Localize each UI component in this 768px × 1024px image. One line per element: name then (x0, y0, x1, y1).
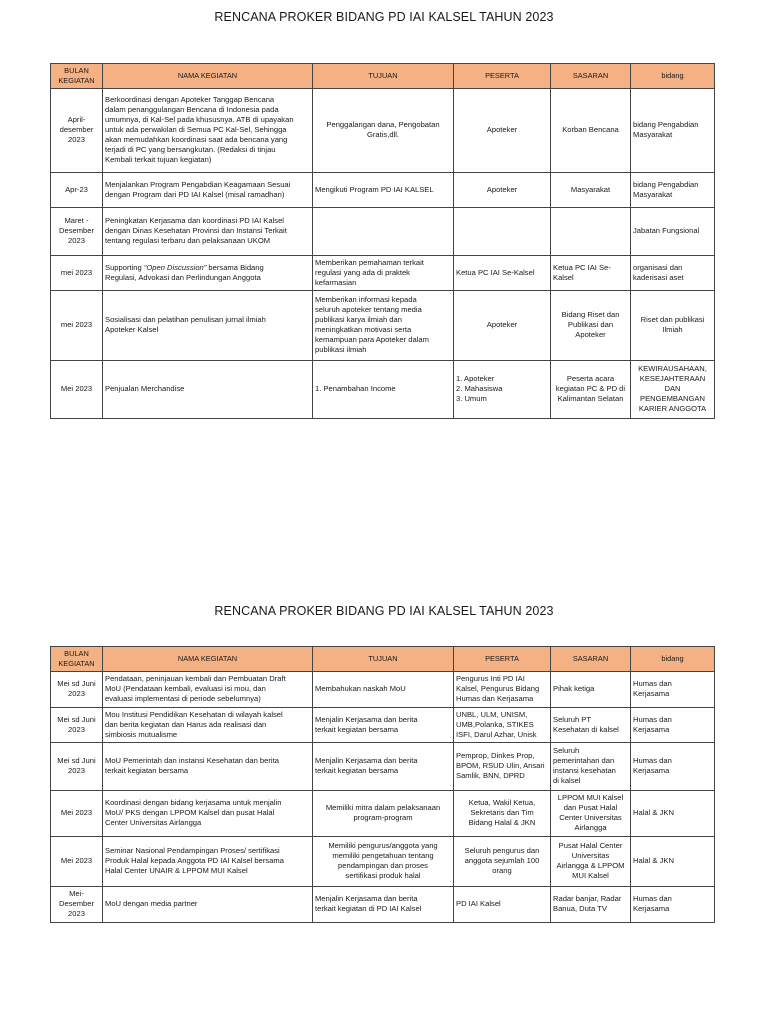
cell-sasaran (551, 886, 631, 922)
cell-nama-kegiatan (103, 290, 313, 360)
cell-text-line: desember (59, 125, 94, 135)
header-bulan: BULAN KEGIATAN (51, 647, 103, 672)
cell-text-line: Pihak ketiga (553, 684, 595, 694)
table1-title: RENCANA PROKER BIDANG PD IAI KALSEL TAHUN 2023 (214, 10, 554, 24)
header-sasaran: SASARAN (551, 64, 631, 89)
cell-text-line: MoU dengan media partner (105, 899, 198, 909)
cell-text-line: meningkatkan motivasi serta (315, 325, 412, 335)
cell-text-line: pendampingan dan proses (338, 861, 428, 871)
cell-text-line: Kesehatan di kalsel (553, 724, 619, 734)
cell-text-line: Masyarakat (570, 184, 611, 194)
cell-text-line: publikasi karya ilmiah dan (315, 315, 402, 325)
cell-bulan (51, 88, 103, 172)
cell-text-line: Menjalin Kerjasama dan berita (315, 756, 418, 766)
cell-text-line: Airlangga (574, 823, 607, 833)
cell-text-line: 2023 (68, 766, 85, 776)
cell-text-line: Membahukan naskah MoU (315, 684, 406, 694)
cell-bidang (631, 671, 715, 707)
cell-text-line: Mei sd Juni (57, 714, 96, 724)
cell-sasaran (551, 707, 631, 742)
cell-bidang (631, 255, 715, 290)
cell-text-line: Pengurus Inti PD IAI (456, 674, 525, 683)
cell-text-line: dengan Program dari PD IAI Kalsel (misal ramadhan) (105, 189, 285, 199)
cell-bulan (51, 707, 103, 742)
cell-text-line: kemampuan para Apoteker dalam (315, 335, 429, 345)
table-row (51, 790, 715, 836)
cell-text-line: pemerintahan dan (553, 756, 615, 766)
cell-tujuan (313, 172, 454, 207)
cell-text-line: di kalsel (553, 776, 581, 786)
cell-bidang (631, 360, 715, 418)
cell-text-line: dengan Dinas Kesehatan Provinsi dan Instansi Terkait (105, 226, 287, 236)
cell-text-line: terjadi di PC yang bersangkutan. (Redaksi di tinjau (105, 145, 276, 155)
cell-tujuan (313, 886, 454, 922)
cell-bulan (51, 886, 103, 922)
cell-sasaran (551, 790, 631, 836)
cell-tujuan (313, 290, 454, 360)
cell-tujuan (313, 836, 454, 886)
cell-nama-kegiatan (103, 836, 313, 886)
cell-bulan (51, 671, 103, 707)
cell-text-line: KESEJAHTERAAN (639, 374, 706, 383)
cell-text-line: publikasi ilmiah (315, 345, 367, 355)
cell-peserta (454, 671, 551, 707)
cell-text-line: Apoteker (575, 330, 606, 340)
cell-peserta (454, 88, 551, 172)
cell-text-line: terkait kegiatan di PD IAI Kalsel (315, 904, 422, 914)
cell-text-line: DAN (664, 384, 681, 394)
cell-text-line: Bidang Riset dan (561, 310, 620, 319)
cell-text-line: Apoteker (486, 184, 518, 194)
cell-text-line: Mou Institusi Pendidikan Kesehatan di wilayah kalsel (105, 709, 283, 719)
table-row (51, 707, 715, 742)
cell-sasaran (551, 360, 631, 418)
cell-text-line: Banua, Duta TV (553, 904, 607, 914)
cell-text-line: Ketua PC IAI Se-Kalsel (456, 267, 535, 277)
cell-bulan (51, 255, 103, 290)
cell-text-line: dan Pusat Halal (563, 803, 618, 813)
cell-text-line: Masyarakat (633, 130, 673, 140)
cell-text-line: Humas dan (633, 756, 672, 766)
cell-bulan (51, 290, 103, 360)
cell-peserta (454, 790, 551, 836)
cell-bulan (51, 207, 103, 255)
cell-text-line: 2023 (68, 689, 85, 699)
cell-text-line: 2023 (68, 909, 85, 919)
cell-text-line: Bidang Halal & JKN (468, 818, 536, 828)
cell-text-line: Apoteker (486, 320, 518, 330)
cell-nama-kegiatan (103, 360, 313, 418)
cell-bidang (631, 886, 715, 922)
cell-tujuan (313, 707, 454, 742)
cell-text-line: Menjalin Kerjasama dan berita (315, 894, 418, 904)
cell-text-line: Kalimantan Selatan (557, 394, 624, 404)
cell-text-line: Apoteker Kalsel (105, 325, 159, 335)
cell-text-line: regulasi yang ada di praktek (315, 267, 410, 277)
cell-text-line: Seminar Nasional Pendampingan Proses/ sertifikasi (105, 846, 280, 855)
cell-text-line: Gratis,dll. (366, 130, 400, 140)
table-row (51, 290, 715, 360)
cell-nama-kegiatan (103, 790, 313, 836)
cell-text-line: Koordinasi dengan bidang kerjasama untuk menjalin (105, 798, 282, 807)
cell-text-line: kaderisasi aset (633, 272, 684, 282)
cell-tujuan (313, 207, 454, 255)
cell-text-line: Humas dan (633, 894, 672, 904)
cell-text-line: Peningkatan Kerjasama dan koordinasi PD IAI Kalsel (105, 216, 284, 225)
table-row (51, 172, 715, 207)
cell-peserta (454, 207, 551, 255)
cell-text-line: Riset dan publikasi (640, 315, 705, 325)
cell-text-line: LPPOM MUI Kalsel (557, 793, 624, 802)
table-row (51, 886, 715, 922)
cell-text-line: Menjalin Kerjasama dan berita (315, 714, 418, 724)
cell-text-line: Pusat Halal Center (558, 841, 623, 850)
proker-table-1 (50, 63, 715, 419)
header-tujuan: TUJUAN (313, 647, 454, 672)
header-nama-kegiatan: NAMA KEGIATAN (103, 64, 313, 89)
cell-text-line: MoU (Pendataan kembali, evaluasi isi mou, dan (105, 684, 266, 694)
cell-text-line: Memberikan informasi kepada (315, 294, 417, 304)
cell-text-line: UNBL, ULM, UNISM, (456, 709, 528, 719)
cell-text-line: Humas dan Kerjasama (456, 694, 534, 704)
cell-text-line: tentang regulasi terbaru dan pelaksanaan UKOM (105, 236, 271, 246)
cell-nama-kegiatan (103, 886, 313, 922)
cell-text-line: 2023 (68, 135, 85, 145)
cell-text-line: Ketua, Wakil Ketua, (468, 798, 536, 807)
cell-bidang (631, 742, 715, 790)
cell-peserta (454, 886, 551, 922)
cell-text-line: Humas dan (633, 679, 672, 689)
cell-text-line: Berkoordinasi dengan Apoteker Tanggap Bencana (105, 94, 275, 104)
cell-text-line: dalam penanggulangan Bencana di Indonesia pada (105, 104, 279, 114)
header-bulan: BULAN KEGIATAN (51, 64, 103, 89)
cell-text-line: Kembali terkait tujuan kegiatan) (105, 155, 212, 165)
cell-text-line: 2023 (68, 724, 85, 734)
cell-text-line: Humas dan (633, 714, 672, 724)
cell-text-line: MoU Pemerintah dan instansi Kesehatan dan berita (105, 756, 279, 766)
cell-text-line: Apoteker (486, 125, 518, 135)
cell-text-line: Kalsel (553, 272, 574, 282)
cell-bidang (631, 290, 715, 360)
cell-peserta (454, 836, 551, 886)
cell-text-line: April- (67, 115, 86, 124)
cell-text-line: Center Universitas (559, 813, 622, 823)
cell-text-line: untuk ada perwakilan di Semua PC Kal-Sel, Sehingga (105, 125, 287, 135)
cell-text-line: Sekretaris dan Tim (470, 808, 534, 818)
table-header-row (51, 64, 715, 89)
cell-text-line: Menjalankan Program Pengabdian Keagamaan Sesuai (105, 179, 291, 189)
cell-text-line: 1. Apoteker (456, 374, 495, 383)
cell-text-line: Maret - (64, 216, 89, 225)
cell-peserta (454, 255, 551, 290)
cell-nama-kegiatan (103, 707, 313, 742)
cell-text-line: Peserta acara (566, 374, 615, 383)
cell-text-line: kegiatan PC & PD di (555, 384, 626, 394)
cell-text-line: PENGEMBANGAN (640, 394, 705, 404)
cell-sasaran (551, 742, 631, 790)
cell-sasaran (551, 207, 631, 255)
cell-text-line: 1. Penambahan Income (315, 384, 396, 394)
cell-peserta (454, 290, 551, 360)
cell-text-line: 2023 (68, 236, 85, 246)
cell-text-line: Seluruh PT (553, 714, 591, 724)
cell-sasaran (551, 88, 631, 172)
cell-peserta (454, 172, 551, 207)
header-peserta: PESERTA (454, 647, 551, 672)
cell-tujuan (313, 255, 454, 290)
cell-nama-kegiatan (103, 172, 313, 207)
cell-text-line: Mei 2023 (60, 384, 93, 394)
cell-bidang (631, 836, 715, 886)
table-row (51, 88, 715, 172)
cell-text-line: Masyarakat (633, 189, 673, 199)
cell-text-line: simbiosis mutualisme (105, 729, 178, 739)
table-row (51, 255, 715, 290)
cell-text-line: Korban Bencana (562, 125, 619, 135)
cell-text-line: instansi kesehatan (553, 766, 616, 776)
cell-text-line: Kerjasama (633, 689, 670, 699)
table-row (51, 207, 715, 255)
cell-text-line: Publikasi dan (567, 320, 614, 330)
cell-text-line: Mei- (69, 889, 84, 898)
cell-text-line: Ilmiah (662, 325, 683, 335)
cell-text-line: evaluasi implementasi di periode sebelumnya) (105, 694, 261, 704)
cell-text-line: Produk Halal kepada Anggota PD IAI Kalsel bersama (105, 856, 284, 866)
cell-text-line: Halal & JKN (633, 856, 674, 866)
cell-text-line: Sosialisasi dan pelatihan penulisan jurnal ilmiah (105, 315, 266, 325)
cell-bidang (631, 707, 715, 742)
cell-text-line: Universitas (571, 851, 610, 861)
cell-text-line: akan memudahkan koordinasi saat ada bencana yang (105, 135, 288, 145)
cell-bulan (51, 360, 103, 418)
cell-sasaran (551, 172, 631, 207)
cell-sasaran (551, 671, 631, 707)
cell-text-line: Pemprop, Dinkes Prop, (456, 751, 535, 760)
cell-text-line: Center Universitas Airlangga (105, 818, 202, 828)
cell-text-line: anggota sejumlah 100 (464, 856, 540, 866)
cell-tujuan (313, 742, 454, 790)
cell-nama-kegiatan (103, 88, 313, 172)
cell-tujuan (313, 790, 454, 836)
cell-text-line: sertifikasi produk halal (345, 871, 421, 881)
cell-text-line: terkait kegiatan bersama (315, 766, 399, 776)
cell-tujuan (313, 671, 454, 707)
cell-text-line: mei 2023 (60, 267, 93, 277)
cell-text-line: Radar banjar, Radar (553, 894, 622, 904)
cell-text-line: Samlik, BNN, DPRD (456, 771, 525, 781)
cell-text-line: Penjualan Merchandise (105, 384, 185, 394)
cell-text-line: Mei 2023 (60, 856, 93, 866)
cell-text-line: terkait kegiatan bersama (315, 724, 399, 734)
cell-text-line: memiliki pengetahuan tentang (332, 851, 434, 861)
cell-text-line: Apr-23 (65, 184, 88, 194)
cell-text-line: KEWIRAUSAHAAN, (638, 363, 707, 373)
cell-text-line: kefarmasian (315, 277, 357, 287)
cell-text-line: Mei sd Juni (57, 756, 96, 766)
cell-bulan (51, 742, 103, 790)
cell-text-line: Mei sd Juni (57, 679, 96, 689)
cell-text-line: 3. Umum (456, 394, 487, 404)
cell-text-line: Desember (58, 226, 95, 236)
table-row (51, 742, 715, 790)
cell-nama-kegiatan (103, 671, 313, 707)
table2-title: RENCANA PROKER BIDANG PD IAI KALSEL TAHUN 2023 (214, 604, 554, 618)
cell-peserta (454, 742, 551, 790)
table-row (51, 671, 715, 707)
header-sasaran: SASARAN (551, 647, 631, 672)
cell-text-line: Halal & JKN (633, 808, 674, 818)
cell-text-line: Kerjasama (633, 904, 670, 914)
cell-text-line: 2. Mahasiswa (456, 384, 503, 394)
cell-text-line: BPOM, RSUD Ulin, Ansari (456, 761, 545, 771)
cell-nama-kegiatan: Supporting “Open Discussion” bersama Bidang Regulasi, Advokasi dan Perlindungan Anggota (103, 255, 313, 290)
cell-text-line: dan berita kegiatan dan Harus ada realisasi dan (105, 719, 267, 729)
cell-nama-kegiatan (103, 207, 313, 255)
header-bidang: bidang (631, 647, 715, 672)
cell-text-line: Memiliki mitra dalam pelaksanaan (325, 803, 441, 813)
cell-text-line: Seluruh (553, 746, 580, 755)
cell-bulan (51, 172, 103, 207)
cell-text-line: orang (492, 866, 512, 876)
table-row (51, 360, 715, 418)
cell-text-line: Pendataan, peninjauan kembali dan Pembuatan Draft (105, 674, 286, 683)
cell-sasaran (551, 836, 631, 886)
cell-text-line: Regulasi, Advokasi dan Perlindungan Anggota (105, 272, 261, 282)
cell-bulan (51, 836, 103, 886)
cell-bulan (51, 790, 103, 836)
cell-text-line: bidang Pengabdian (633, 120, 699, 130)
cell-text-line: MUI Kalsel (572, 871, 609, 881)
cell-text-line: seluruh apoteker tentang media (315, 305, 422, 314)
cell-bidang (631, 790, 715, 836)
cell-bidang (631, 207, 715, 255)
cell-text-line: Memberikan pemahaman terkait (315, 257, 424, 267)
cell-text-line: MoU/ PKS dengan LPPOM Kalsel dan pusat Halal (105, 808, 275, 818)
header-bidang: bidang (631, 64, 715, 89)
cell-text-line: UMB,Polanka, STIKES (456, 719, 534, 729)
cell-peserta (454, 360, 551, 418)
proker-table-2 (50, 646, 715, 923)
cell-text-line: KARIER ANGGOTA (638, 404, 707, 414)
cell-text-line: Kalsel, Pengurus Bidang (456, 684, 540, 694)
cell-text-line: Seluruh pengurus dan (464, 846, 540, 855)
cell-tujuan (313, 88, 454, 172)
cell-text-line: Penggalangan dana, Pengobatan (326, 120, 440, 130)
cell-text-line: Jabatan Fungsional (633, 226, 700, 236)
cell-tujuan (313, 360, 454, 418)
cell-text-line: Memiliki pengurus/anggota yang (328, 841, 438, 850)
cell-text-line: organisasi dan (633, 262, 683, 272)
cell-text-line: terkait kegiatan bersama (105, 766, 189, 776)
cell-text-line: Desember (58, 899, 95, 909)
cell-text-line: umumnya, di Kal-Sel pada khususnya. ATB di upayakan (105, 115, 294, 124)
cell-sasaran (551, 255, 631, 290)
header-tujuan: TUJUAN (313, 64, 454, 89)
cell-text-line: Airlangga & LPPOM (556, 861, 625, 871)
cell-peserta (454, 707, 551, 742)
cell-text-line: ISFI, Darul Azhar, Unisk (456, 729, 537, 739)
cell-bidang (631, 172, 715, 207)
cell-text-line: Ketua PC IAI Se- (553, 262, 611, 272)
cell-text-line: Halal Center UNAIR & LPPOM MUI Kalsel (105, 866, 248, 876)
table-header-row (51, 647, 715, 672)
cell-text-line: Kerjasama (633, 766, 670, 776)
cell-sasaran (551, 290, 631, 360)
cell-text-line: Kerjasama (633, 724, 670, 734)
cell-text-line: Mengikuti Program PD IAI KALSEL (315, 184, 434, 194)
header-nama-kegiatan: NAMA KEGIATAN (103, 647, 313, 672)
cell-text-line: bidang Pengabdian (633, 179, 699, 189)
cell-nama-kegiatan (103, 742, 313, 790)
cell-text-line: PD IAI Kalsel (456, 899, 501, 909)
cell-text-line: program-program (353, 813, 413, 823)
cell-text-line: mei 2023 (60, 320, 93, 330)
cell-text-line: Mei 2023 (60, 808, 93, 818)
header-peserta: PESERTA (454, 64, 551, 89)
cell-bidang (631, 88, 715, 172)
table-row (51, 836, 715, 886)
